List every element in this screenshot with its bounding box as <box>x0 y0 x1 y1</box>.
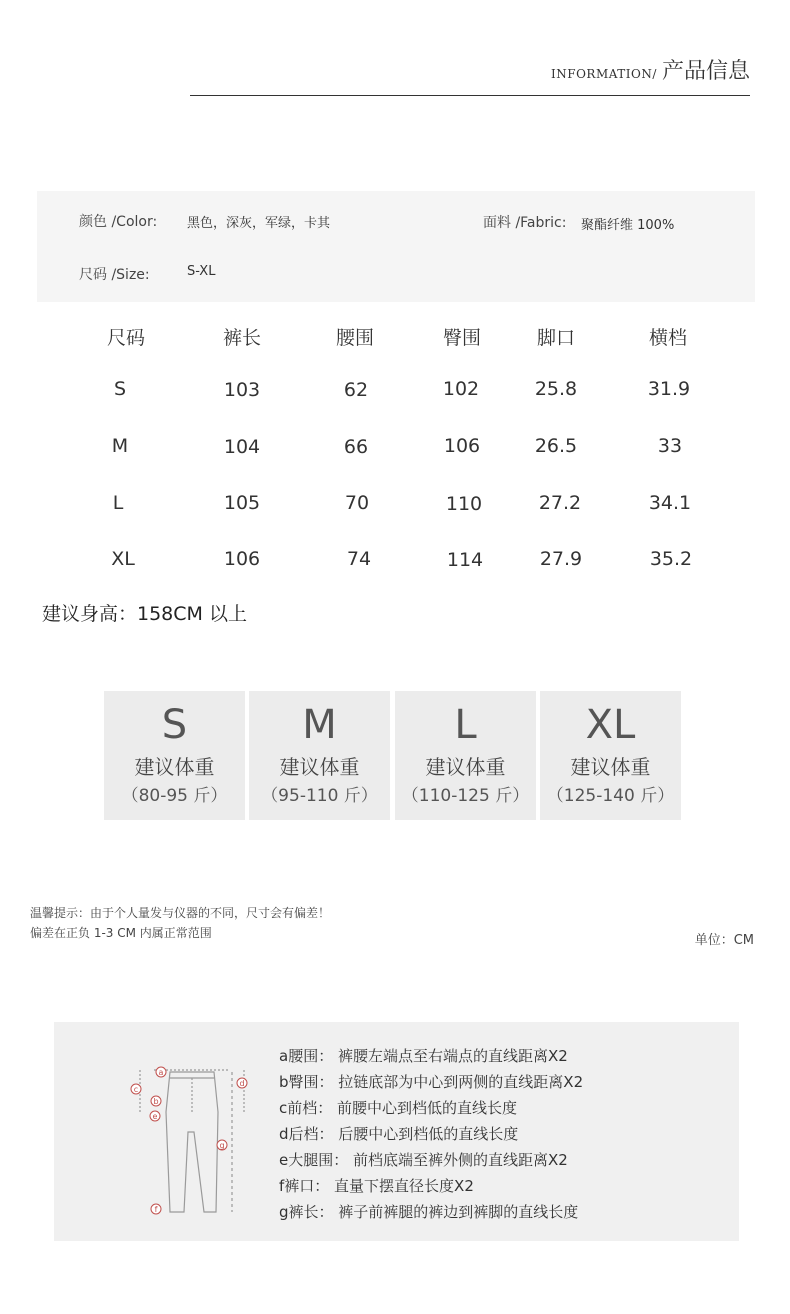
table-header: 脚口 <box>536 327 575 349</box>
table-cell: 25.8 <box>534 378 578 400</box>
fabric-label: 面料 /Fabric: <box>483 215 567 231</box>
table-cell: M <box>111 435 129 457</box>
weight-card-size: L <box>454 702 477 748</box>
weight-card-label: 建议体重 <box>279 755 360 779</box>
weight-card-size: M <box>302 702 337 748</box>
table-cell: 62 <box>343 379 369 401</box>
table-cell: 31.9 <box>647 378 691 400</box>
header-title <box>551 54 750 85</box>
marker-e-label: e <box>152 1112 158 1121</box>
measure-leg-opening: f裤口： 直量下摆直径长度X2 <box>279 1177 474 1195</box>
fabric-value: 聚酯纤维 100% <box>581 218 675 233</box>
weight-card-label: 建议体重 <box>570 755 651 779</box>
weight-card-label: 建议体重 <box>425 755 506 779</box>
table-cell: 103 <box>223 379 261 401</box>
marker-a-label: a <box>158 1068 164 1077</box>
measure-hip: b臀围： 拉链底部为中心到两侧的直线距离X2 <box>279 1073 584 1091</box>
table-cell: 34.1 <box>648 492 692 514</box>
pants-diagram <box>124 1052 274 1227</box>
weight-card-label: 建议体重 <box>134 755 215 779</box>
tip-line-1: 温馨提示：由于个人量发与仪器的不同，尺寸会有偏差！ <box>30 906 331 920</box>
color-label: 颜色 /Color: <box>79 214 158 230</box>
marker-f-label: f <box>154 1205 158 1214</box>
table-cell: 27.2 <box>538 492 582 514</box>
measure-waist: a腰围： 裤腰左端点至右端点的直线距离X2 <box>279 1047 568 1065</box>
table-cell: 33 <box>657 435 683 457</box>
table-cell: L <box>112 492 124 514</box>
table-cell: 35.2 <box>649 548 693 570</box>
table-cell: 114 <box>446 549 484 571</box>
unit-label: 单位：CM <box>694 933 754 948</box>
measure-length: g裤长： 裤子前裤腿的裤边到裤脚的直线长度 <box>279 1203 579 1221</box>
table-header: 腰围 <box>335 327 374 349</box>
table-cell: 70 <box>344 492 370 514</box>
header-title-en: INFORMATION/ <box>551 67 657 81</box>
size-label: 尺码 /Size: <box>79 267 150 283</box>
marker-g-label: g <box>219 1141 225 1150</box>
height-recommendation: 建议身高：158CM 以上 <box>42 603 247 625</box>
table-cell: 106 <box>443 435 481 457</box>
marker-c-label: c <box>133 1085 139 1094</box>
weight-card-range: （80-95 斤） <box>121 786 228 806</box>
table-header: 尺码 <box>106 327 145 349</box>
table-cell: 26.5 <box>534 435 578 457</box>
header <box>190 40 750 96</box>
weight-card-range: （110-125 斤） <box>401 786 530 806</box>
marker-b-label: b <box>153 1097 159 1106</box>
product-info-panel <box>37 191 755 302</box>
table-cell: S <box>113 378 127 400</box>
table-cell: 102 <box>442 378 480 400</box>
table-header: 裤长 <box>222 327 261 349</box>
weight-card-range: （125-140 斤） <box>546 786 675 806</box>
header-title-cn: 产品信息 <box>661 59 750 84</box>
measure-thigh: e大腿围： 前档底端至裤外侧的直线距离X2 <box>279 1151 568 1169</box>
color-value: 黑色，深灰，军绿，卡其 <box>187 216 331 231</box>
table-cell: 66 <box>343 436 369 458</box>
table-header: 横档 <box>648 327 687 349</box>
table-cell: 104 <box>223 436 261 458</box>
table-cell: 74 <box>346 548 372 570</box>
table-cell: 105 <box>223 492 261 514</box>
table-cell: XL <box>111 548 135 570</box>
weight-card-s <box>104 691 245 820</box>
table-header: 臀围 <box>442 327 481 349</box>
weight-card-range: （95-110 斤） <box>261 786 378 806</box>
table-cell: 110 <box>445 493 483 515</box>
table-cell: 106 <box>223 548 261 570</box>
size-value: S-XL <box>187 264 216 279</box>
measure-back-rise: d后档： 后腰中心到档低的直线长度 <box>279 1125 519 1143</box>
weight-card-xl <box>540 691 681 820</box>
table-cell: 27.9 <box>539 548 583 570</box>
measure-front-rise: c前档： 前腰中心到档低的直线长度 <box>279 1099 518 1117</box>
marker-d-label: d <box>239 1079 245 1088</box>
weight-card-size: XL <box>585 702 636 748</box>
tip-line-2: 偏差在正负 1-3 CM 内属正常范围 <box>30 926 212 940</box>
measurement-guide <box>54 1022 739 1241</box>
weight-card-size: S <box>161 702 188 748</box>
weight-card-m <box>249 691 390 820</box>
weight-card-l <box>395 691 536 820</box>
